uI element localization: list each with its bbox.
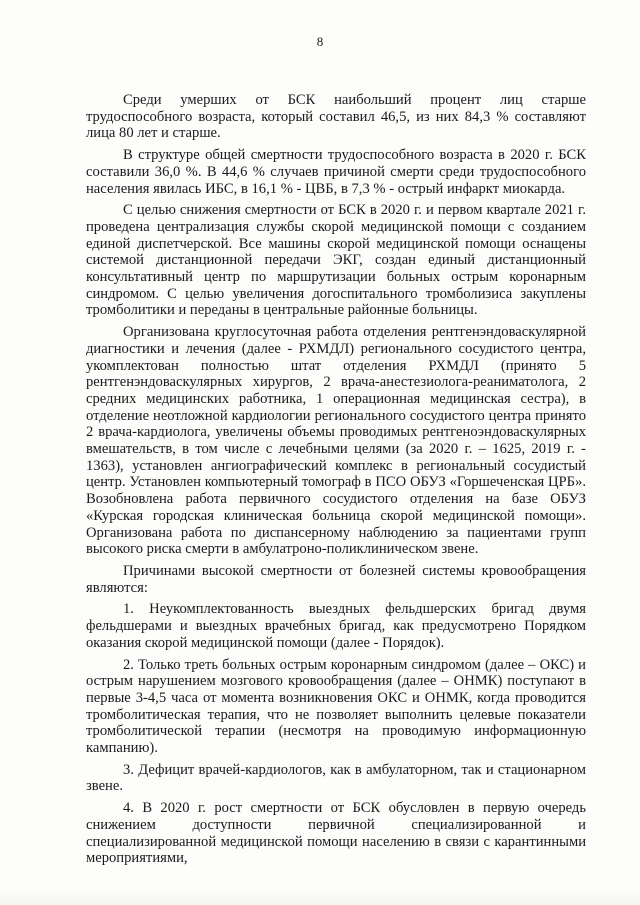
paragraph-causes-intro: Причинами высокой смертности от болезней системы кровообращения являются: xyxy=(86,562,586,596)
list-item-cause-3: 3. Дефицит врачей-кардиологов, как в амбулаторном, так и стационарном звене. xyxy=(86,761,586,795)
paragraph-deaths-age: Среди умерших от БСК наибольший процент лиц старше трудоспособного возраста, который составил 46,5, из них 84,3 % составляют лица 80 лет и старше. xyxy=(86,92,586,142)
scan-bottom-edge xyxy=(0,887,640,905)
list-item-cause-2: 2. Только треть больных острым коронарным синдромом (далее – ОКС) и острым нарушением мозгового кровообращения (далее – ОНМК) поступают в первые 3-4,5 часа от момента возникновения ОКС и ОНМК, когда проводится тромболитическая терапия, что не позволяет выполнить целевые показатели тромболитической терапии (несмотря на проводимую информационную кампанию). xyxy=(86,656,586,757)
document-body xyxy=(86,92,586,867)
paragraph-working-age-structure: В структуре общей смертности трудоспособного возраста в 2020 г. БСК составили 36,0 %. В 44,6 % случаев причиной смерти среди трудоспособного населения явилась ИБС, в 16,1 % - ЦВБ, в 7,3 % - острый инфаркт миокарда. xyxy=(86,147,586,197)
list-item-cause-4: 4. В 2020 г. рост смертности от БСК обусловлен в первую очередь снижением доступности первичной специализированной и специализированной медицинской помощи населению в связи с карантинными мероприятиями, xyxy=(86,800,586,867)
paragraph-ambulance-centralization: С целью снижения смертности от БСК в 2020 г. и первом квартале 2021 г. проведена централизация службы скорой медицинской помощи с созданием единой диспетчерской. Все машины скорой медицинской помощи оснащены системой дистанционной передачи ЭКГ, создан единый дистанционный консультативный центр по маршрутизации больных острым коронарным синдромом. С целью увеличения догоспитального тромболизиса закуплены тромболитики и переданы в центральные районные больницы. xyxy=(86,202,586,319)
page-number: 8 xyxy=(316,34,324,49)
paragraph-rhmdl-department: Организована круглосуточная работа отделения рентгенэндоваскулярной диагностики и лечения (далее - РХМДЛ) регионального сосудистого центра, укомплектован полностью штат отделения РХМДЛ (принято 5 рентгенэндоваскулярных хирургов, 2 врача-анестезиолога-реаниматолога, 2 средних медицинских работника, 1 операционная медицинская сестра), в отделение неотложной кардиологии регионального сосудистого центра принято 2 врача-кардиолога, увеличены объемы проводимых рентгеноэндоваскулярных вмешательств, в том числе с лечебными целями (за 2020 г. – 1625, 2019 г. - 1363), установлен ангиографический комплекс в региональный сосудистый центр. Установлен компьютерный томограф в ПСО ОБУЗ «Горшеченская ЦРБ». Возобновлена работа первичного сосудистого отделения на базе ОБУЗ «Курская городская клиническая больница скорой медицинской помощи». Организована работа по диспансерному наблюдению за пациентами групп высокого риска смерти в амбулатроно-поликлиническом звене. xyxy=(86,324,586,558)
list-item-cause-1: 1. Неукомплектованность выездных фельдшерских бригад двумя фельдшерами и выездных врачебных бригад, как предусмотрено Порядком оказания скорой медицинской помощи (далее - Порядок). xyxy=(86,601,586,651)
